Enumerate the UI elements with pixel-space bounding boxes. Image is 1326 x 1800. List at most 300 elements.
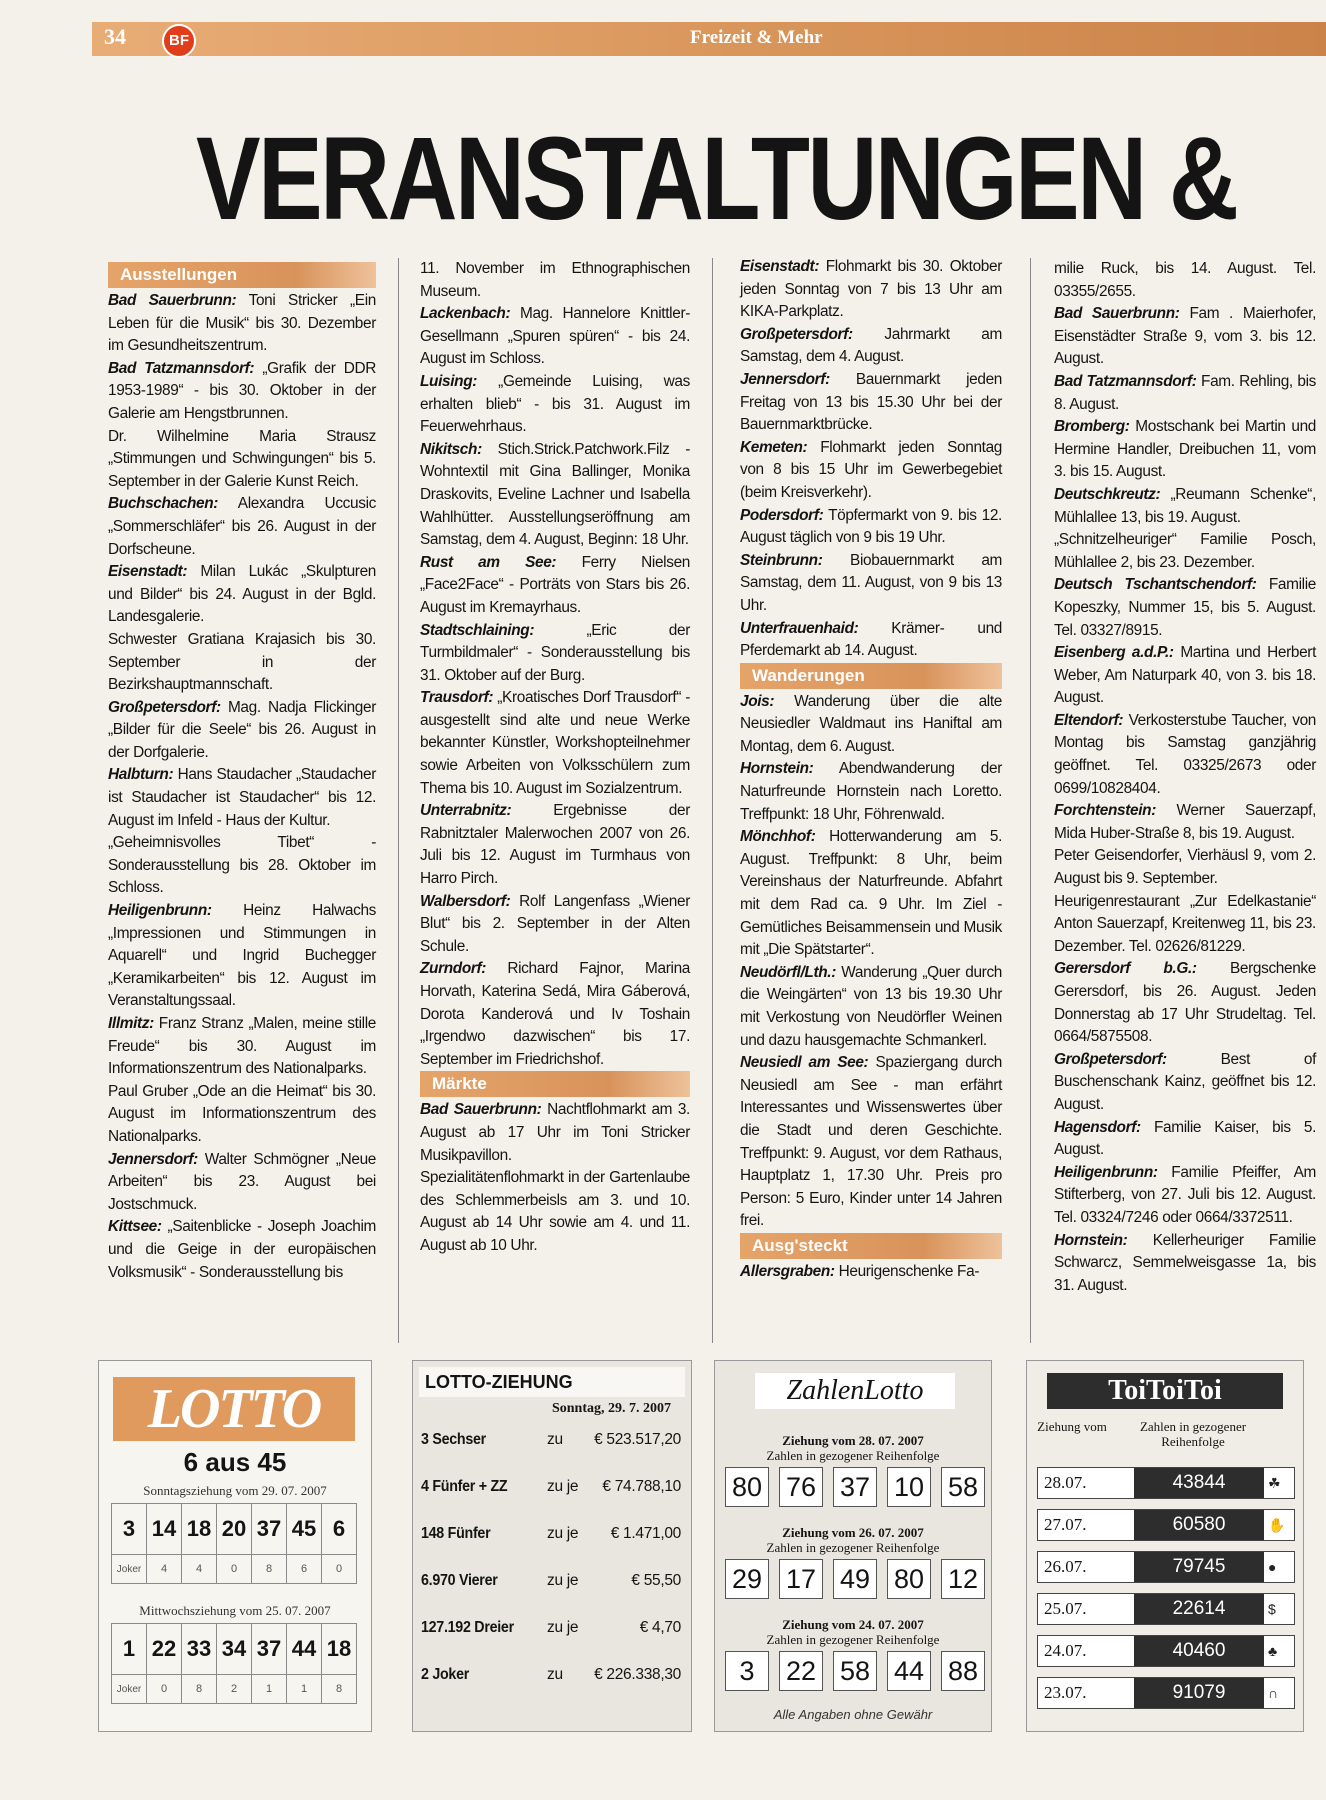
lotto-number: 14 bbox=[147, 1504, 182, 1555]
event-place: Zurndorf: bbox=[420, 960, 487, 978]
toi-number: 60580 bbox=[1134, 1510, 1264, 1540]
event-place: Steinbrunn: bbox=[740, 551, 823, 569]
event-entry bbox=[1054, 958, 1316, 1048]
column-rule bbox=[398, 258, 399, 1343]
event-text: Heurigenrestaurant „Zur Edelkastanie“ Anton Sauerzapf, Kreitenweg 11, bis 23. Dezember. Tel. 02626/81229. bbox=[1054, 892, 1316, 955]
joker-digit: 1 bbox=[287, 1675, 322, 1704]
event-entry bbox=[420, 303, 690, 371]
event-entry bbox=[1054, 371, 1316, 416]
event-text: Martina und Herbert Weber, Am Naturpark 40, von 3. bis 18. August. bbox=[1054, 644, 1316, 707]
joker-label: Joker bbox=[112, 1555, 147, 1584]
category-header-ausstellungen: Ausstellungen bbox=[108, 262, 376, 288]
joker-digit: 1 bbox=[252, 1675, 287, 1704]
toi-number: 22614 bbox=[1134, 1594, 1264, 1624]
event-entry bbox=[1054, 800, 1316, 845]
ziehung-date: Sonntag, 29. 7. 2007 bbox=[551, 1401, 671, 1416]
hand-icon: ✋ bbox=[1268, 1517, 1286, 1533]
event-entry bbox=[420, 891, 690, 959]
event-entry bbox=[740, 1261, 1002, 1284]
drawn-number: 22 bbox=[779, 1651, 823, 1691]
event-text: Wanderung „Quer durch die Weingärten“ von 13 bis 19.30 Uhr mit Verkostung von Neudörfler Weinen und dazu hausgemachte Schmankerl. bbox=[740, 963, 1002, 1049]
event-text: Bauernmarkt jeden Freitag von 13 bis 15.30 Uhr bei der Bauernmarktbrücke. bbox=[740, 370, 1002, 434]
event-text: Franz Stranz „Malen, meine stille Freude“ bis 30. August im Informationszentrum des Nationalparks. bbox=[108, 1015, 376, 1078]
event-text: Fam . Maierhofer, Eisenstädter Straße 9, vom 3. bis 12. August. bbox=[1054, 305, 1316, 368]
toi-date: 28.07. bbox=[1044, 1473, 1087, 1492]
prize-row bbox=[421, 1666, 683, 1696]
event-text: Nachtflohmarkt am 3. August ab 17 Uhr im Toni Stricker Musikpavillon. bbox=[420, 1101, 690, 1164]
event-text: Töpfermarkt von 9. bis 12. August täglich von 9 bis 19 Uhr. bbox=[740, 506, 1002, 547]
event-text: Heurigenschenke Fa- bbox=[834, 1262, 980, 1280]
mushroom-icon: ♣ bbox=[1268, 1643, 1278, 1659]
event-place: Bad Sauerbrunn: bbox=[1054, 305, 1180, 323]
joker-digit: 8 bbox=[252, 1555, 287, 1584]
event-place: Eisenstadt: bbox=[740, 258, 820, 275]
prize-class: 127.192 Dreier bbox=[421, 1619, 514, 1636]
event-place: Unterrabnitz: bbox=[420, 802, 512, 820]
column-header-date: Ziehung vom bbox=[1037, 1419, 1107, 1434]
event-place: Trausdorf: bbox=[420, 689, 494, 707]
event-entry bbox=[420, 1099, 690, 1167]
event-text: Hotterwanderung am 5. August. Treffpunkt: 8 Uhr, beim Vereinshaus der Naturfreunde. Abfahrt mit dem Rad ca. 9 Uhr. Im Ziel - Gemütliches Beisammensein und Musik mit „Die Spätstarter“. bbox=[740, 828, 1002, 959]
event-text: „Eric der Turmbildmaler“ - Sonderausstellung bis 31. Oktober auf der Burg. bbox=[420, 621, 690, 684]
event-place: Lackenbach: bbox=[420, 305, 511, 323]
drawn-number: 58 bbox=[833, 1651, 877, 1691]
zusatzzahl: 18 bbox=[322, 1624, 357, 1675]
event-place: Eisenstadt: bbox=[108, 563, 188, 581]
event-entry bbox=[1054, 1230, 1316, 1298]
prize-amount: € 226.338,30 bbox=[594, 1666, 681, 1683]
event-place: Neudörfl/Lth.: bbox=[740, 963, 836, 981]
joker-digit: 4 bbox=[182, 1555, 217, 1584]
event-text: Schwester Gratiana Krajasich bis 30. September in der Bezirkshauptmannschaft. bbox=[108, 630, 376, 694]
event-place: Großpetersdorf: bbox=[108, 698, 221, 716]
draw-numbers bbox=[725, 1651, 985, 1691]
prize-unit: zu je bbox=[547, 1619, 579, 1636]
event-place: Deutsch Tschantschendorf: bbox=[1054, 576, 1257, 594]
toi-row bbox=[1037, 1635, 1295, 1667]
event-place: Bad Sauerbrunn: bbox=[108, 292, 237, 309]
number-row bbox=[112, 1504, 357, 1555]
event-place: Forchtenstein: bbox=[1054, 802, 1156, 820]
event-place: Stadtschlaining: bbox=[420, 621, 535, 639]
prize-amount: € 523.517,20 bbox=[594, 1431, 681, 1448]
order-label: Zahlen in gezogener Reihenfolge bbox=[766, 1632, 940, 1647]
lotto-number: 37 bbox=[252, 1504, 287, 1555]
event-text: Abendwanderung der Naturfreunde Hornstein nach Loretto. Treffpunkt: 18 Uhr, Föhrenwald. bbox=[740, 760, 1002, 823]
event-text: Ferry Nielsen „Face2Face“ - Porträts von Stars bis 26. August im Kremayrhaus. bbox=[420, 553, 691, 616]
event-entry bbox=[108, 1081, 376, 1149]
draw-caption bbox=[715, 1617, 991, 1647]
event-entry bbox=[1054, 1117, 1316, 1162]
event-text: Familie Kopeszky, Nummer 15, bis 5. August. Tel. 03327/8915. bbox=[1054, 576, 1316, 639]
event-entry bbox=[420, 687, 690, 800]
event-entry bbox=[108, 493, 376, 561]
joker-digit: 6 bbox=[287, 1555, 322, 1584]
event-entry bbox=[1054, 710, 1316, 800]
event-entry bbox=[420, 552, 690, 620]
number-row bbox=[112, 1624, 357, 1675]
event-entry bbox=[108, 697, 376, 765]
ladybug-icon: ● bbox=[1268, 1559, 1277, 1575]
lotto-number: 45 bbox=[287, 1504, 322, 1555]
event-text: Kellerheuriger Familie Schwarcz, Semmelweisgasse 1a, bis 31. August. bbox=[1054, 1231, 1316, 1294]
sunday-caption: Sonntagsziehung vom 29. 07. 2007 bbox=[143, 1483, 327, 1498]
joker-digit: 4 bbox=[147, 1555, 182, 1584]
event-text: Walter Schmögner „Neue Arbeiten“ bis 23. August bei Jostschmuck. bbox=[108, 1150, 376, 1213]
event-place: Bad Tatzmannsdorf: bbox=[1054, 372, 1197, 390]
event-place: Allersgraben: bbox=[740, 1262, 835, 1280]
event-place: Heiligenbrunn: bbox=[1054, 1163, 1158, 1181]
event-text: Milan Lukác „Skulpturen und Bilder“ bis 24. August in der Bgld. Landesgalerie. bbox=[108, 563, 376, 626]
draw-numbers bbox=[725, 1467, 985, 1507]
draw-date: Ziehung vom 28. 07. 2007 bbox=[782, 1433, 924, 1448]
joker-digit: 8 bbox=[322, 1675, 357, 1704]
moneybag-icon: $ bbox=[1268, 1601, 1276, 1617]
event-list bbox=[740, 1261, 1002, 1284]
lotto-logo: LOTTO bbox=[113, 1377, 355, 1441]
column-rule bbox=[1030, 258, 1031, 1343]
toi-row bbox=[1037, 1677, 1295, 1709]
event-entry bbox=[420, 800, 690, 890]
event-text: Peter Geisendorfer, Vierhäusl 9, vom 2. August bis 9. September. bbox=[1054, 847, 1316, 888]
event-entry bbox=[108, 426, 376, 494]
lotto-ziehung-box bbox=[412, 1360, 692, 1732]
toi-row bbox=[1037, 1509, 1295, 1541]
toi-number: 40460 bbox=[1134, 1636, 1264, 1666]
event-place: Großpetersdorf: bbox=[740, 325, 853, 343]
event-entry bbox=[108, 1149, 376, 1217]
joker-digit: 0 bbox=[147, 1675, 182, 1704]
toi-number: 79745 bbox=[1134, 1552, 1264, 1582]
event-column-4 bbox=[1054, 258, 1316, 1297]
prize-unit: zu je bbox=[547, 1572, 579, 1589]
event-text: Spaziergang durch Neusiedl am See - man erfährt Interessantes und Wissenswertes über die Stadt und deren Geschichte. Treffpunkt: 9. August, vor dem Rathaus, Hauptplatz 1, 17.30 Uhr. Preis pro Person: 5 Euro, Kinder unter 14 Jahren frei. bbox=[740, 1054, 1002, 1230]
drawn-number: 80 bbox=[887, 1559, 931, 1599]
prize-row bbox=[421, 1619, 683, 1649]
event-entry bbox=[108, 629, 376, 697]
event-entry bbox=[420, 620, 690, 688]
event-place: Gerersdorf b.G.: bbox=[1054, 960, 1197, 978]
toi-date: 27.07. bbox=[1044, 1515, 1087, 1534]
event-entry bbox=[740, 369, 1002, 437]
toi-date: 26.07. bbox=[1044, 1557, 1087, 1576]
prize-row bbox=[421, 1572, 683, 1602]
event-entry bbox=[1054, 258, 1316, 303]
joker-digit: 2 bbox=[217, 1675, 252, 1704]
event-text: „Schnitzelheuriger“ Familie Posch, Mühlallee 2, bis 23. Dezember. bbox=[1054, 531, 1316, 571]
ziehung-title: LOTTO-ZIEHUNG bbox=[419, 1367, 685, 1397]
event-entry bbox=[1054, 574, 1316, 642]
event-entry bbox=[108, 764, 376, 832]
event-entry bbox=[740, 691, 1002, 759]
bf-logo: BF bbox=[162, 24, 196, 58]
event-place: Bromberg: bbox=[1054, 418, 1130, 436]
joker-digit: 0 bbox=[322, 1555, 357, 1584]
event-place: Bad Tatzmannsdorf: bbox=[108, 359, 255, 377]
prize-row bbox=[421, 1525, 683, 1555]
event-place: Jennersdorf: bbox=[740, 370, 830, 388]
event-entry bbox=[740, 437, 1002, 505]
event-place: Buchschachen: bbox=[108, 495, 219, 513]
drawn-number: 29 bbox=[725, 1559, 769, 1599]
prize-row bbox=[421, 1431, 683, 1461]
event-text: Best of Buschenschank Kainz, geöffnet bis 12. August. bbox=[1054, 1050, 1316, 1113]
lotto-box bbox=[98, 1360, 372, 1732]
page-number: 34 bbox=[104, 24, 126, 49]
toi-row bbox=[1037, 1551, 1295, 1583]
drawn-number: 49 bbox=[833, 1559, 877, 1599]
toi-number: 91079 bbox=[1134, 1678, 1264, 1708]
event-text: Werner Sauerzapf, Mida Huber-Straße 8, bis 19. August. bbox=[1054, 802, 1316, 842]
event-place: Neusiedl am See: bbox=[740, 1054, 869, 1072]
toi-number: 43844 bbox=[1134, 1468, 1264, 1498]
event-place: Walbersdorf: bbox=[420, 892, 511, 910]
event-entry bbox=[1054, 891, 1316, 959]
draw-caption bbox=[715, 1433, 991, 1463]
event-list bbox=[740, 256, 1002, 663]
event-place: Eisenberg a.d.P.: bbox=[1054, 644, 1174, 662]
zahlenlotto-logo: ZahlenLotto bbox=[755, 1373, 955, 1409]
event-entry bbox=[108, 900, 376, 1013]
event-list bbox=[108, 290, 376, 1284]
category-header-wanderungen: Wanderungen bbox=[740, 663, 1002, 689]
event-text: Jahrmarkt am Samstag, dem 4. August. bbox=[740, 325, 1002, 366]
event-entry bbox=[420, 439, 690, 552]
event-text: 11. November im Ethnographischen Museum. bbox=[420, 260, 690, 300]
event-entry bbox=[420, 371, 690, 439]
event-place: Bad Sauerbrunn: bbox=[420, 1101, 542, 1119]
drawn-number: 17 bbox=[779, 1559, 823, 1599]
lotto-number: 37 bbox=[252, 1624, 287, 1675]
event-place: Kittsee: bbox=[108, 1218, 162, 1236]
draw-date: Ziehung vom 26. 07. 2007 bbox=[782, 1525, 924, 1540]
drawn-number: 88 bbox=[941, 1651, 985, 1691]
event-place: Luising: bbox=[420, 372, 478, 390]
event-text: Familie Pfeiffer, Am Stifterberg, von 27. Juli bis 12. August. Tel. 03324/7246 oder 0664/3372511. bbox=[1054, 1163, 1316, 1226]
lotto-number: 20 bbox=[217, 1504, 252, 1555]
lotto-number: 44 bbox=[287, 1624, 322, 1675]
event-entry bbox=[740, 324, 1002, 369]
event-text: „Kroatisches Dorf Trausdorf“ - ausgestellt sind alte und neue Werke bekannter Künstler, Workshopteilnehmer sowie Arbeiten von Volksschülern zum Thema bis 10. August im Sozialzentrum. bbox=[420, 689, 690, 797]
event-entry bbox=[1054, 642, 1316, 710]
event-entry bbox=[1054, 529, 1316, 574]
event-entry bbox=[1054, 484, 1316, 529]
event-place: Heiligenbrunn: bbox=[108, 902, 212, 920]
event-text: „Saitenblicke - Joseph Joachim und die Geige in der europäischen Volksmusik“ - Sonderausstellung bis bbox=[108, 1218, 376, 1281]
event-text: Dr. Wilhelmine Maria Strausz „Stimmungen und Schwingungen“ bis 5. September in der Galerie Kunst Reich. bbox=[108, 427, 376, 490]
prize-amount: € 55,50 bbox=[631, 1572, 681, 1589]
drawn-number: 58 bbox=[941, 1467, 985, 1507]
lotto-number: 34 bbox=[217, 1624, 252, 1675]
event-place: Nikitsch: bbox=[420, 440, 482, 458]
event-entry bbox=[740, 505, 1002, 550]
clover-icon: ☘ bbox=[1268, 1475, 1281, 1491]
event-entry bbox=[108, 1216, 376, 1284]
event-place: Rust am See: bbox=[420, 553, 557, 571]
drawn-number: 3 bbox=[725, 1651, 769, 1691]
column-header-numbers: Zahlen in gezogener Reihenfolge bbox=[1139, 1419, 1247, 1449]
event-place: Kemeten: bbox=[740, 438, 808, 456]
event-text: Flohmarkt bis 30. Oktober jeden Sonntag von 7 bis 13 Uhr am KIKA-Parkplatz. bbox=[740, 258, 1002, 321]
event-entry bbox=[740, 826, 1002, 962]
event-text: Ergebnisse der Rabnitztaler Malerwochen 2007 von 26. Juli bis 12. August im Turmhaus von Harro Pirch. bbox=[420, 802, 690, 888]
prize-class: 2 Joker bbox=[421, 1666, 470, 1683]
toi-row bbox=[1037, 1593, 1295, 1625]
toitoitoi-box bbox=[1026, 1360, 1304, 1732]
event-entry bbox=[740, 550, 1002, 618]
event-entry bbox=[740, 1052, 1002, 1233]
event-place: Podersdorf: bbox=[740, 506, 824, 524]
event-text: Stich.Strick.Patchwork.Filz - Wohntextil mit Gina Ballinger, Monika Draskovits, Eveline Lachner und Isabella Wahlhütter. Ausstellungseröffnung am Samstag, dem 4. August, Beginn: 18 Uhr. bbox=[420, 440, 690, 549]
event-place: Deutschkreutz: bbox=[1054, 485, 1161, 503]
event-list bbox=[740, 691, 1002, 1233]
drawn-number: 76 bbox=[779, 1467, 823, 1507]
lotto-number: 3 bbox=[112, 1504, 147, 1555]
joker-row bbox=[112, 1555, 357, 1584]
event-entry bbox=[108, 561, 376, 629]
event-text: milie Ruck, bis 14. August. Tel. 03355/2655. bbox=[1054, 260, 1316, 300]
drawn-number: 44 bbox=[887, 1651, 931, 1691]
category-header-ausgsteckt: Ausg'steckt bbox=[740, 1233, 1002, 1259]
event-text: Mostschank bei Martin und Hermine Handler, Dreibuchen 11, vom 3. bis 15. August. bbox=[1054, 418, 1316, 481]
lotto-number: 18 bbox=[182, 1504, 217, 1555]
event-place: Halbturn: bbox=[108, 766, 174, 784]
event-text: „Geheimnisvolles Tibet“ - Sonderausstellung bis 28. Oktober im Schloss. bbox=[108, 834, 376, 897]
event-text: Mag. Nadja Flickinger „Bilder für die Seele“ bis 26. August in der Dorfgalerie. bbox=[108, 698, 376, 761]
event-column-1 bbox=[108, 262, 376, 1284]
wednesday-numbers-grid bbox=[111, 1623, 357, 1704]
event-place: Jennersdorf: bbox=[108, 1150, 198, 1168]
prize-unit: zu je bbox=[547, 1478, 579, 1495]
section-label: Freizeit & Mehr bbox=[690, 27, 823, 48]
event-text: Richard Fajnor, Marina Horvath, Katerina Sedá, Mira Gáberová, Dorota Kanderová und Iv Toshain „Irgendwo dazwischen“ bis 17. September im Friedrichshof. bbox=[420, 960, 690, 1068]
event-entry bbox=[1054, 416, 1316, 484]
prize-class: 148 Fünfer bbox=[421, 1525, 491, 1542]
prize-unit: zu je bbox=[547, 1525, 579, 1542]
prize-row bbox=[421, 1478, 683, 1508]
event-entry bbox=[740, 962, 1002, 1052]
toi-date: 23.07. bbox=[1044, 1683, 1087, 1702]
event-text: Fam. Rehling, bis 8. August. bbox=[1054, 372, 1316, 413]
event-text: „Reumann Schenke“, Mühlallee 13, bis 19. August. bbox=[1054, 485, 1316, 526]
column-rule bbox=[712, 258, 713, 1343]
event-place: Eltendorf: bbox=[1054, 711, 1124, 729]
event-entry bbox=[1054, 303, 1316, 371]
drawn-number: 10 bbox=[887, 1467, 931, 1507]
event-place: Hornstein: bbox=[740, 760, 814, 778]
joker-label: Joker bbox=[112, 1675, 147, 1704]
event-entry bbox=[740, 256, 1002, 324]
prize-amount: € 4,70 bbox=[639, 1619, 681, 1636]
event-text: Hans Staudacher „Staudacher ist Staudacher ist Staudacher“ bis 12. August im Infeld - Haus der Kultur. bbox=[108, 766, 376, 829]
wednesday-caption: Mittwochsziehung vom 25. 07. 2007 bbox=[139, 1603, 331, 1618]
event-text: Biobauernmarkt am Samstag, dem 11. August, von 9 bis 13 Uhr. bbox=[740, 551, 1002, 614]
disclaimer: Alle Angaben ohne Gewähr bbox=[773, 1707, 933, 1722]
event-text: Bergschenke Gerersdorf, bis 26. August. Jeden Donnerstag ab 17 Uhr Strudeltag. Tel. 0664/5875508. bbox=[1054, 960, 1316, 1046]
sunday-numbers-grid bbox=[111, 1503, 357, 1584]
event-entry bbox=[420, 258, 690, 303]
event-entry bbox=[1054, 1162, 1316, 1230]
toi-date: 25.07. bbox=[1044, 1599, 1087, 1618]
event-list bbox=[1054, 258, 1316, 1297]
event-text: Spezialitätenflohmarkt in der Gartenlaube des Schlemmerbeisls am 3. und 10. August ab 14 Uhr sowie am 4. und 11. August ab 10 Uhr. bbox=[420, 1169, 690, 1254]
order-label: Zahlen in gezogener Reihenfolge bbox=[766, 1448, 940, 1463]
category-header-maerkte: Märkte bbox=[420, 1071, 690, 1097]
event-place: Hagensdorf: bbox=[1054, 1118, 1141, 1136]
event-text: Rolf Langenfass „Wiener Blut“ bis 2. September in der Alten Schule. bbox=[420, 892, 690, 955]
event-entry bbox=[108, 1013, 376, 1081]
prize-class: 4 Fünfer + ZZ bbox=[421, 1478, 508, 1495]
toi-date: 24.07. bbox=[1044, 1641, 1087, 1660]
toi-row bbox=[1037, 1467, 1295, 1499]
order-label: Zahlen in gezogener Reihenfolge bbox=[766, 1540, 940, 1555]
page-headline: VERANSTALTUNGEN & bbox=[196, 113, 1237, 245]
joker-row bbox=[112, 1675, 357, 1704]
event-text: Heinz Halwachs „Impressionen und Stimmungen in Aquarell“ und Ingrid Buchegger „Keramikarbeiten“ bis 12. August im Veranstaltungssaal. bbox=[108, 902, 376, 1010]
zahlenlotto-box bbox=[714, 1360, 992, 1732]
draw-numbers bbox=[725, 1559, 985, 1599]
event-entry bbox=[740, 758, 1002, 826]
event-entry bbox=[108, 290, 376, 358]
prize-unit: zu bbox=[547, 1666, 563, 1683]
event-entry bbox=[1054, 1049, 1316, 1117]
event-entry bbox=[420, 1167, 690, 1257]
event-text: Familie Kaiser, bis 5. August. bbox=[1054, 1118, 1316, 1159]
drawn-number: 12 bbox=[941, 1559, 985, 1599]
horseshoe-icon: ∩ bbox=[1268, 1685, 1279, 1701]
event-text: Wanderung über die alte Neusiedler Waldmaut ins Haniftal am Montag, dem 6. August. bbox=[740, 692, 1002, 755]
event-entry bbox=[108, 832, 376, 900]
event-place: Unterfrauenhaid: bbox=[740, 619, 859, 637]
toitoitoi-logo: ToiToiToi bbox=[1047, 1373, 1283, 1409]
drawn-number: 80 bbox=[725, 1467, 769, 1507]
prize-amount: € 1.471,00 bbox=[610, 1525, 681, 1542]
event-text: Flohmarkt jeden Sonntag von 8 bis 15 Uhr im Gewerbegebiet (beim Kreisverkehr). bbox=[740, 438, 1002, 501]
joker-digit: 0 bbox=[217, 1555, 252, 1584]
event-entry bbox=[740, 618, 1002, 663]
event-entry bbox=[108, 358, 376, 426]
event-text: Paul Gruber „Ode an die Heimat“ bis 30. August im Informationszentrum des Nationalparks. bbox=[108, 1082, 376, 1145]
prize-class: 3 Sechser bbox=[421, 1431, 486, 1448]
prize-unit: zu bbox=[547, 1431, 563, 1448]
event-place: Großpetersdorf: bbox=[1054, 1050, 1167, 1068]
event-text: Toni Stricker „Ein Leben für die Musik“ bis 30. Dezember im Gesundheitszentrum. bbox=[108, 292, 376, 355]
draw-caption bbox=[715, 1525, 991, 1555]
event-list bbox=[420, 1099, 690, 1257]
event-column-3 bbox=[740, 256, 1002, 1284]
event-place: Jois: bbox=[740, 692, 775, 710]
event-list bbox=[420, 258, 690, 1071]
event-place: Illmitz: bbox=[108, 1015, 154, 1032]
lotto-number: 33 bbox=[182, 1624, 217, 1675]
event-text: Krämer- und Pferdemarkt ab 14. August. bbox=[740, 619, 1002, 660]
event-entry bbox=[1054, 845, 1316, 890]
prize-class: 6.970 Vierer bbox=[421, 1572, 498, 1589]
drawn-number: 37 bbox=[833, 1467, 877, 1507]
zusatzzahl: 6 bbox=[322, 1504, 357, 1555]
event-entry bbox=[420, 958, 690, 1071]
event-text: Alexandra Uccusic „Sommerschläfer“ bis 26. August in der Dorfscheune. bbox=[108, 495, 376, 558]
event-text: Verkosterstube Taucher, von Montag bis Samstag ganzjährig geöffnet. Tel. 03325/2673 oder 0699/10828404. bbox=[1054, 711, 1316, 797]
lotto-number: 1 bbox=[112, 1624, 147, 1675]
event-place: Hornstein: bbox=[1054, 1231, 1128, 1249]
prize-amount: € 74.788,10 bbox=[602, 1478, 681, 1495]
event-text: „Grafik der DDR 1953-1989“ - bis 30. Oktober in der Galerie am Hengstbrunnen. bbox=[108, 359, 376, 422]
event-text: Mag. Hannelore Knittler-Gesellmann „Spuren spüren“ - bis 24. August im Schloss. bbox=[420, 305, 690, 368]
event-text: „Gemeinde Luising, was erhalten blieb“ - bis 31. August im Feuerwehrhaus. bbox=[420, 372, 690, 436]
lotto-subtitle: 6 aus 45 bbox=[183, 1447, 287, 1477]
lotto-number: 22 bbox=[147, 1624, 182, 1675]
